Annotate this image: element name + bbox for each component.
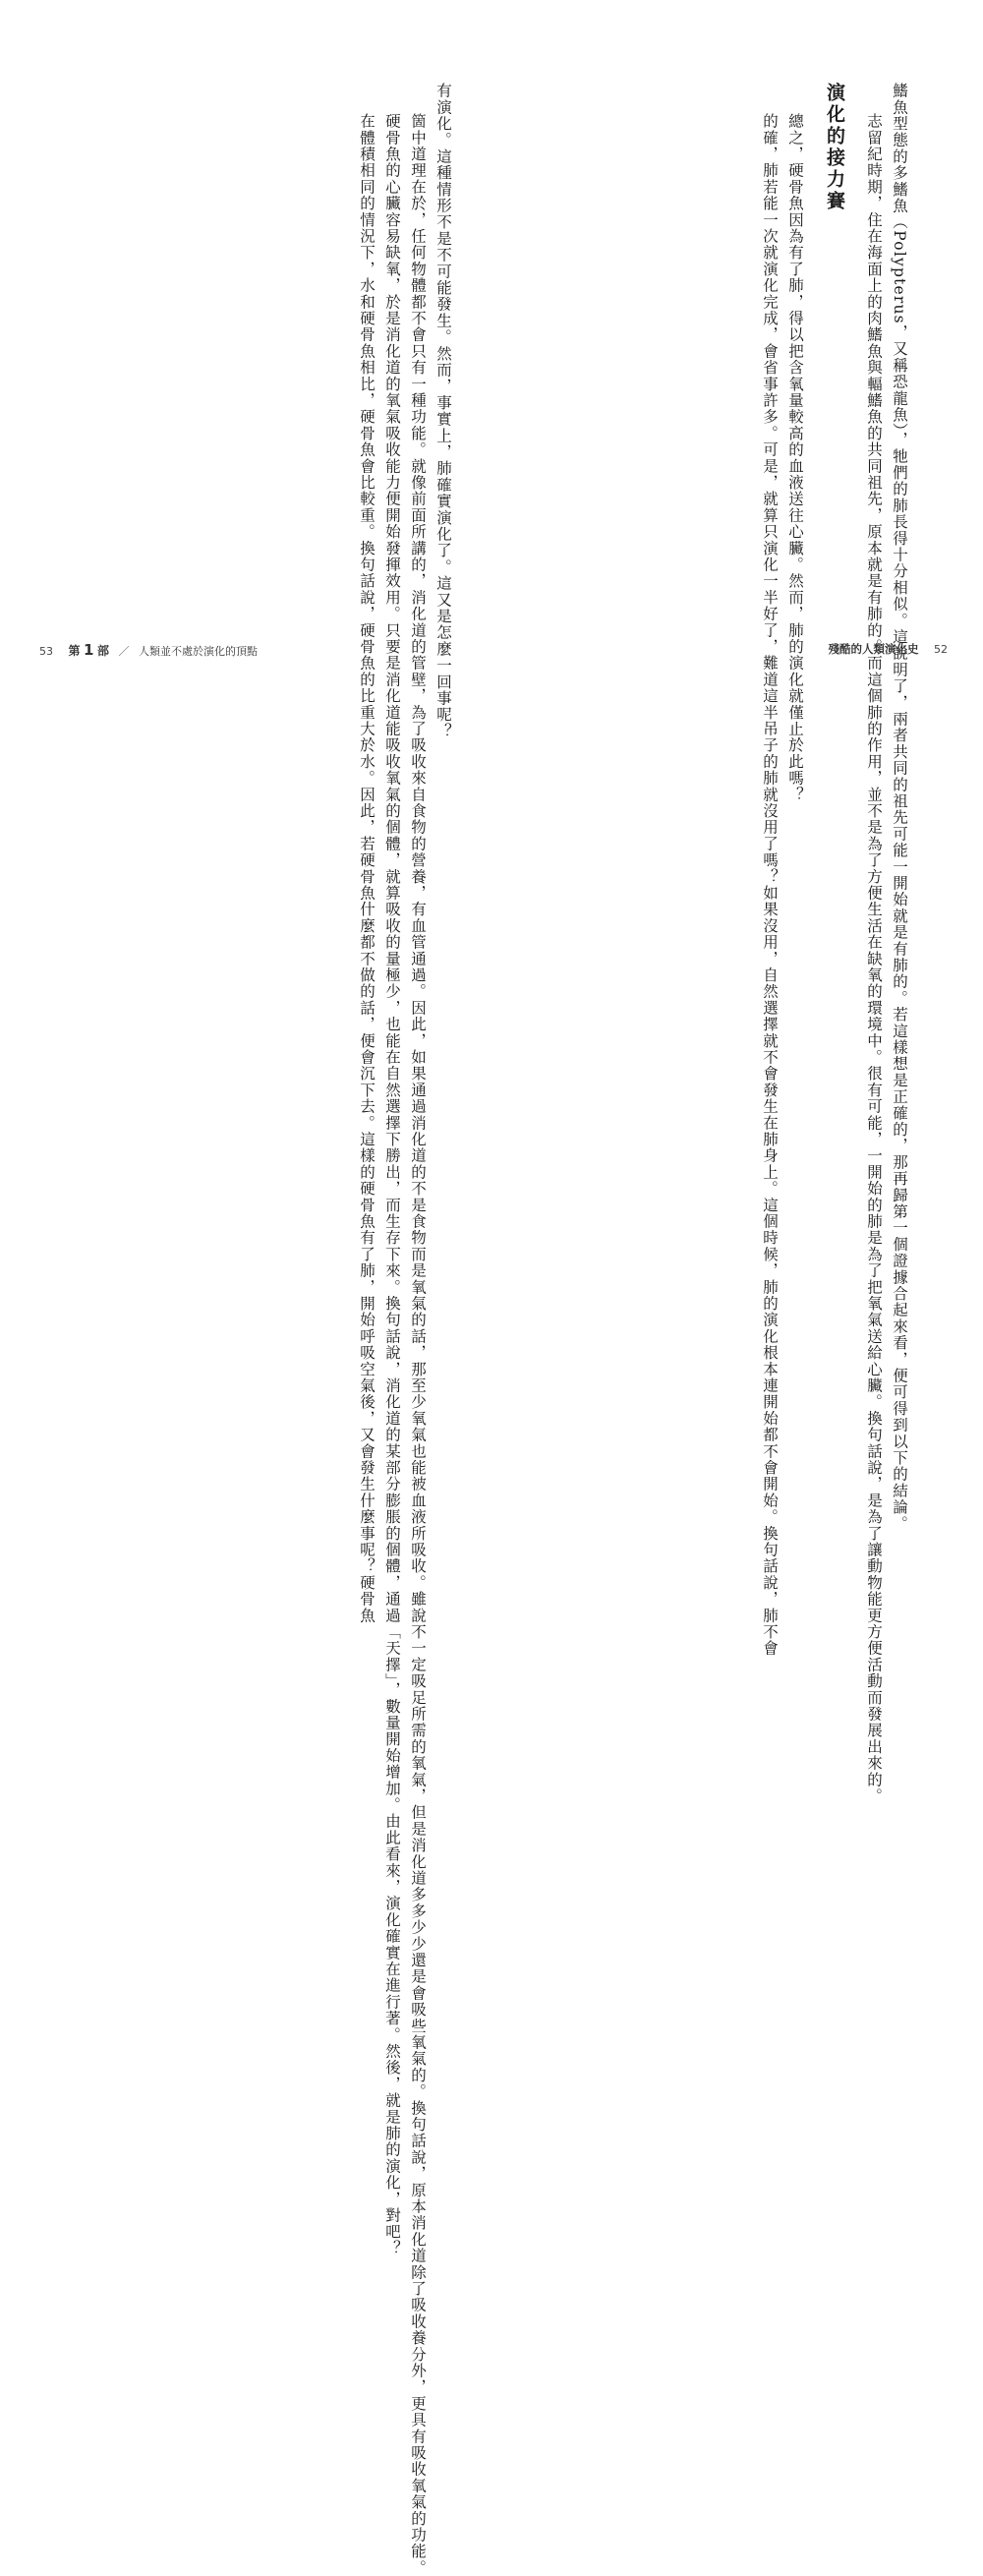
left-page-footer xyxy=(39,641,258,659)
right-page-footer xyxy=(829,641,949,657)
paragraph: 的確，肺若能一次就演化完成，會省事許多。可是，就算只演化一半好了，難道這半吊子的肺就沒用了嗎？如果沒用，自然選擇就不會發生在肺身上。這個時候，肺的演化根本連開始都不會開始。換句話說，肺不會 xyxy=(761,113,779,1657)
paragraph: 鰭魚型態的多鰭魚（Polypterus，又稱恐龍魚），牠們的肺長得十分相似。這說明了，兩者共同的祖先可能一開始就是有肺的。若這樣想是正確的，那再歸第一個證據合起來看，便可得到以下的結論。 xyxy=(891,83,908,1532)
chapter-title: 人類並不處於演化的頂點 xyxy=(138,645,258,658)
paragraph: 志留紀時期，住在海面上的肉鰭魚與輻鰭魚的共同祖先，原本就是有肺的。而這個肺的作用，並不是為了方便生活在缺氧的環境中。很有可能，一開始的肺是為了把氧氣送給心臟。換句話說，是為了讓動物能更方便活動而發展出來的。 xyxy=(865,113,883,1805)
paragraph: 有演化。這種情形不是不可能發生。然而，事實上，肺確實演化了。這又是怎麼一回事呢？ xyxy=(434,83,452,739)
paragraph: 在體積相同的情況下，水和硬骨魚相比，硬骨魚會比較重。換句話說，硬骨魚的比重大於水。因此，若硬骨魚什麼都不做的話，便會沉下去。這樣的硬骨魚有了肺，開始呼吸空氣後，又會發生什麼事呢？硬骨魚 xyxy=(358,113,376,1624)
part-suffix: 部 xyxy=(96,644,109,658)
paragraph: 硬骨魚的心臟容易缺氧，於是消化道的氧氣吸收能力便開始發揮效用。只要是消化道能吸收氧氣的個體，就算吸收的量極少，也能在自然選擇下勝出，而生存下來。換句話說，消化道的某部分膨脹的個體，通過「天擇」，數量開始增加。由此看來，演化確實在進行著。然後，就是肺的演化，對吧？ xyxy=(383,113,401,2256)
section-heading: 演化的接力賽 xyxy=(824,83,845,212)
part-number: 1 xyxy=(84,641,94,659)
paragraph: 箇中道理在於，任何物體都不會只有一種功能。就像前面所講的，消化道的管壁，為了吸收來自食物的營養，有血管通過。因此，如果通過消化道的不是食物而是氧氣的話，那至少氧氣也能被血液所吸收。雖說不一定吸足所需的氧氣，但是消化道多多少少還是會吸些氧氣的。換句話說，原本消化道除了吸收養分外，更具有吸收氧氣的功能。 xyxy=(409,113,427,2576)
page-number: 52 xyxy=(934,643,948,656)
part-label: 第 xyxy=(68,644,81,658)
page-number: 53 xyxy=(39,645,53,658)
paragraph: 總之，硬骨魚因為有了肺，得以把含氧量較高的血液送往心臟。然而，肺的演化就僅止於此嗎？ xyxy=(786,113,804,803)
separator: ／ xyxy=(118,645,130,658)
right-page xyxy=(492,0,983,1805)
running-title: 殘酷的人類演化史 xyxy=(828,642,919,656)
